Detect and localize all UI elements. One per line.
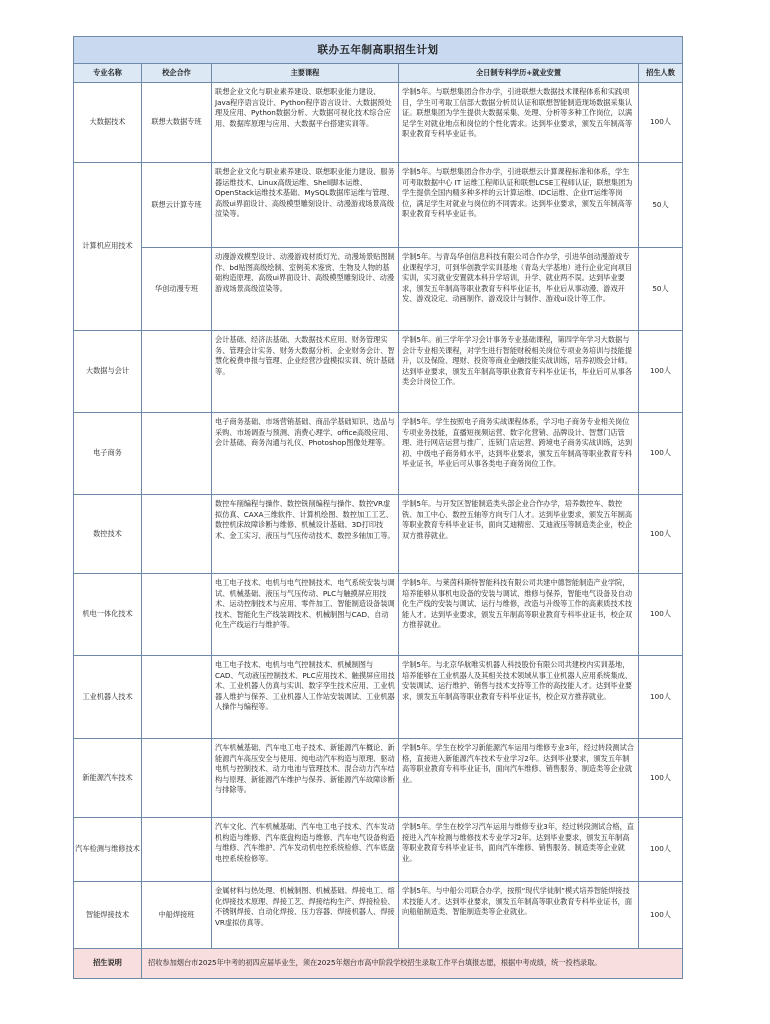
enrollment-count: 100人 [639,413,683,495]
coop-program: 联想云计算专班 [142,163,212,248]
coop-program: 中船焊接班 [142,882,212,949]
arrangement-text: 学制5年。学生在校学习汽车运用与维修专业3年，经过转段测试合格，直接进入汽车检测与维修技术专业学习2年。达到毕业要求，颁发五年制高等职业教育专科毕业证书，面向汽车维修、销售服务、制造类等企业就业。 [399,818,639,882]
enrollment-plan-table [73,36,683,979]
enrollment-plan-document [73,36,682,979]
major-name: 电子商务 [74,413,142,495]
arrangement-text: 学制5年。与青岛华创信息科技有限公司合作办学，引进华创动漫游戏专业课程学习，可到华创教学实训基地（青岛大学基地）进行企业定向项目实训，实习就业安置就本科升学培训，升学、就业两不误。达到毕业要求，颁发五年制高等职业教育专科毕业证书，毕业后从事动漫、游戏开发、游戏设定、动画制作、游戏设计与制作、游戏ui设计等工作。 [399,248,639,331]
main-courses: 动漫游戏模型设计、动漫游戏材质灯光、动漫场景贴图制作、bd贴图高级绘制、室例美术鉴赏、生物及人物的基础构造原理、高级ui界面设计、高级模型雕刻设计、动漫游戏场景高级渲染等。 [212,248,399,331]
coop-program: 华创动漫专班 [142,248,212,331]
main-courses: 电子商务基础、市场营销基础、商品学基础知识、选品与采购、市场调查与预测、消费心理学、office高级应用、会计基础、商务沟通与礼仪、Photoshop图像处理等。 [212,413,399,495]
major-name: 大数据技术 [74,83,142,163]
table-row [74,248,683,331]
major-name: 大数据与会计 [74,331,142,413]
major-name: 新能源汽车技术 [74,739,142,818]
header-coop: 校企合作 [142,64,212,83]
main-courses: 金属材料与热处理、机械制图、机械基础、焊接电工、熔化焊接技术原理、焊接工艺、焊接结构生产、焊接检验、不锈钢焊接、自动化焊接、压力容器、焊接机器人、焊接VR虚拟仿真等。 [212,882,399,949]
major-name: 工业机器人技术 [74,656,142,739]
arrangement-text: 学制5年。与中船公司联合办学，按照“现代学徒制”模式培养智能焊接技术技能人才。达到毕业要求，颁发五年制高等职业教育专科毕业证书，面向船舶制造类、智能制造类等企业就业。 [399,882,639,949]
arrangement-text: 学制5年。与北京华航唯实机器人科技股份有限公司共建校内实训基地，培养能够在工业机器人及其相关技术领域从事工业机器人应用系统集成、安装调试、运行维护、销售与技术支持等工作的高技能人才。达到毕业要求，颁发五年制高等职业教育专科毕业证书，校企双方推荐就业。 [399,656,639,739]
header-plan: 招生人数 [639,64,683,83]
coop-program [142,331,212,413]
enrollment-count: 50人 [639,163,683,248]
enrollment-count: 100人 [639,656,683,739]
coop-program: 联想大数据专班 [142,83,212,163]
major-name: 智能焊接技术 [74,882,142,949]
coop-program [142,739,212,818]
table-row [74,656,683,739]
table-title: 联办五年制高职招生计划 [74,37,683,64]
enrollment-count: 100人 [639,818,683,882]
coop-program [142,656,212,739]
table-row [74,818,683,882]
arrangement-text: 学制5年。学生按照电子商务实战课程体系，学习电子商务专业相关岗位专项业务技能，直播短视频运营、数字化营销、品牌设计、智慧门店管理、进行网店运营与推广、连锁门店运营、跨境电子商务实战训练，达到初、中级电子商务师水平，达到毕业要求，颁发五年制高等职业教育专科毕业证书，毕业后可从事各类电子商务岗位工作。 [399,413,639,495]
arrangement-text: 学制5年。与联想集团合作办学，引进联想云计算课程标准和体系，学生可考取数据中心 IT 运维工程师认证和联想LCSE工程师认证，联想集团为学生提供全国内精多种多样的云计算运维、IDC运维、企业IT运维等岗位，满足学生对就业与岗位的不同需求。达到毕业要求，颁发五年制高等职业教育专科毕业证书。 [399,163,639,248]
enrollment-count: 100人 [639,739,683,818]
footer-text: 招收参加烟台市2025年中考的初四应届毕业生，须在2025年烟台市高中阶段学校招生录取工作平台填报志愿，根据中考成绩，统一投档录取。 [142,949,683,979]
table-row [74,882,683,949]
table-row [74,331,683,413]
table-row [74,413,683,495]
main-courses: 汽车文化、汽车机械基础、汽车电工电子技术、汽车发动机构造与维修、汽车底盘构造与维修、汽车电气设备构造与维修、汽车维护、汽车发动机电控系统检修、汽车底盘电控系统检修等。 [212,818,399,882]
arrangement-text: 学制5年。与莱茵科斯特智能科技有限公司共建中德智能制造产业学院，培养能够从事机电设备的安装与调试、维修与保养，智能电气设备及自动化生产线的安装与调试、运行与维修，改造与升级等工作的高素质技术技能人才。达到毕业要求，颁发五年制高等职业教育专科毕业证书，校企双方推荐就业。 [399,574,639,656]
arrangement-text: 学制5年。前三学年学习会计事务专业基础课程，第四学年学习大数据与会计专业相关课程，对学生进行智能财税相关岗位专项业务培训与技能提升，以及保险、理财、投资等商业金融技能实战训练，培养初级会计师。达到毕业要求，颁发五年制高等职业教育专科毕业证书，毕业后可从事各类会计岗位工作。 [399,331,639,413]
main-courses: 电工电子技术、电机与电气控制技术、机械制图与CAD、气动液压控制技术、PLC应用技术、触摸屏应用技术、工业机器人仿真与实训、数字孪生技术应用、工业机器人维护与保养、工业机器人工作站安装调试、工业机器人操作与编程等。 [212,656,399,739]
major-name: 计算机应用技术 [74,163,142,331]
enrollment-count: 100人 [639,495,683,574]
table-row [74,83,683,163]
enrollment-count: 50人 [639,248,683,331]
main-courses: 汽车机械基础、汽车电工电子技术、新能源汽车概论、新能源汽车高压安全与使用、纯电动汽车构造与原理、驱动电机与控制技术、动力电池与管理技术、混合动力汽车结构与原理、新能源汽车维护与保养、新能源汽车故障诊断与排除等。 [212,739,399,818]
coop-program [142,413,212,495]
enrollment-count: 100人 [639,882,683,949]
footer-row [74,949,683,979]
coop-program [142,574,212,656]
table-row [74,739,683,818]
header-arrangement: 全日制专科学历+就业安置 [399,64,639,83]
table-row [74,574,683,656]
footer-label: 招生说明 [74,949,142,979]
enrollment-count: 100人 [639,83,683,163]
enrollment-count: 100人 [639,574,683,656]
arrangement-text: 学制5年。与开发区智能制造类头部企业合作办学，培养数控车、数控铣、加工中心、数控五轴等方向专门人才。达到毕业要求，颁发五年制高等职业教育专科毕业证书，面向艾迪精密、艾迪液压等制造类企业，校企双方推荐就业。 [399,495,639,574]
coop-program [142,495,212,574]
header-courses: 主要课程 [212,64,399,83]
enrollment-count: 100人 [639,331,683,413]
table-row [74,495,683,574]
major-name: 汽车检测与维修技术 [74,818,142,882]
major-name: 数控技术 [74,495,142,574]
arrangement-text: 学制5年。学生在校学习新能源汽车运用与维修专业3年，经过转段测试合格，直接进入新能源汽车技术专业学习2年。达到毕业要求，颁发五年制高等职业教育专科毕业证书，面向汽车维修、销售服务、制造类等企业就业。 [399,739,639,818]
main-courses: 电工电子技术、电机与电气控制技术、电气系统安装与调试、机械基础、液压与气压传动、PLC与触摸屏应用技术、运动控制技术与应用、零件加工、智能制造设备装调技术、智能化生产线装调技术、机械制图与CAD、自动化生产线运行与维护等。 [212,574,399,656]
header-major: 专业名称 [74,64,142,83]
major-name: 机电一体化技术 [74,574,142,656]
main-courses: 联想企业文化与职业素养建设、联想职业能力建设、服务器运维技术、Linux高级运维、Shell脚本运维、OpenStack运维技术基础、MySQL数据库运维与管理、高级ui界面设计、高级模型雕刻设计、动漫游戏场景高级渲染等。 [212,163,399,248]
main-courses: 联想企业文化与职业素养建设、联想职业能力建设、Java程序语言设计、Python程序语言设计、大数据预处理及应用、Python数据分析、大数据可视化技术综合应用、数据库原理与应用、大数据平台搭建实训等。 [212,83,399,163]
coop-program [142,818,212,882]
main-courses: 数控车削编程与操作、数控铣削编程与操作、数控VR虚拟仿真、CAXA三维软件、计算机绘图、数控加工工艺、数控机床故障诊断与维修、机械设计基础、3D打印技术、金工实习、液压与气压传动技术、数控多轴加工等。 [212,495,399,574]
table-row [74,163,683,248]
arrangement-text: 学制5年。与联想集团合作办学，引进联想大数据技术课程体系和实践项目，学生可考取工信部大数据分析员认证和联想智能制造现场数据采集认证。联想集团为学生提供大数据采集、处理、分析等多种工作岗位，以满足学生对就业地点和岗位的个性化需求。达到毕业要求，颁发五年制高等职业教育专科毕业证书。 [399,83,639,163]
main-courses: 会计基础、经济法基础、大数据技术应用、财务管理实务、管理会计实务、财务大数据分析、企业财务会计、智慧化税费申报与管理、企业经营沙盘模拟实训、统计基础等。 [212,331,399,413]
